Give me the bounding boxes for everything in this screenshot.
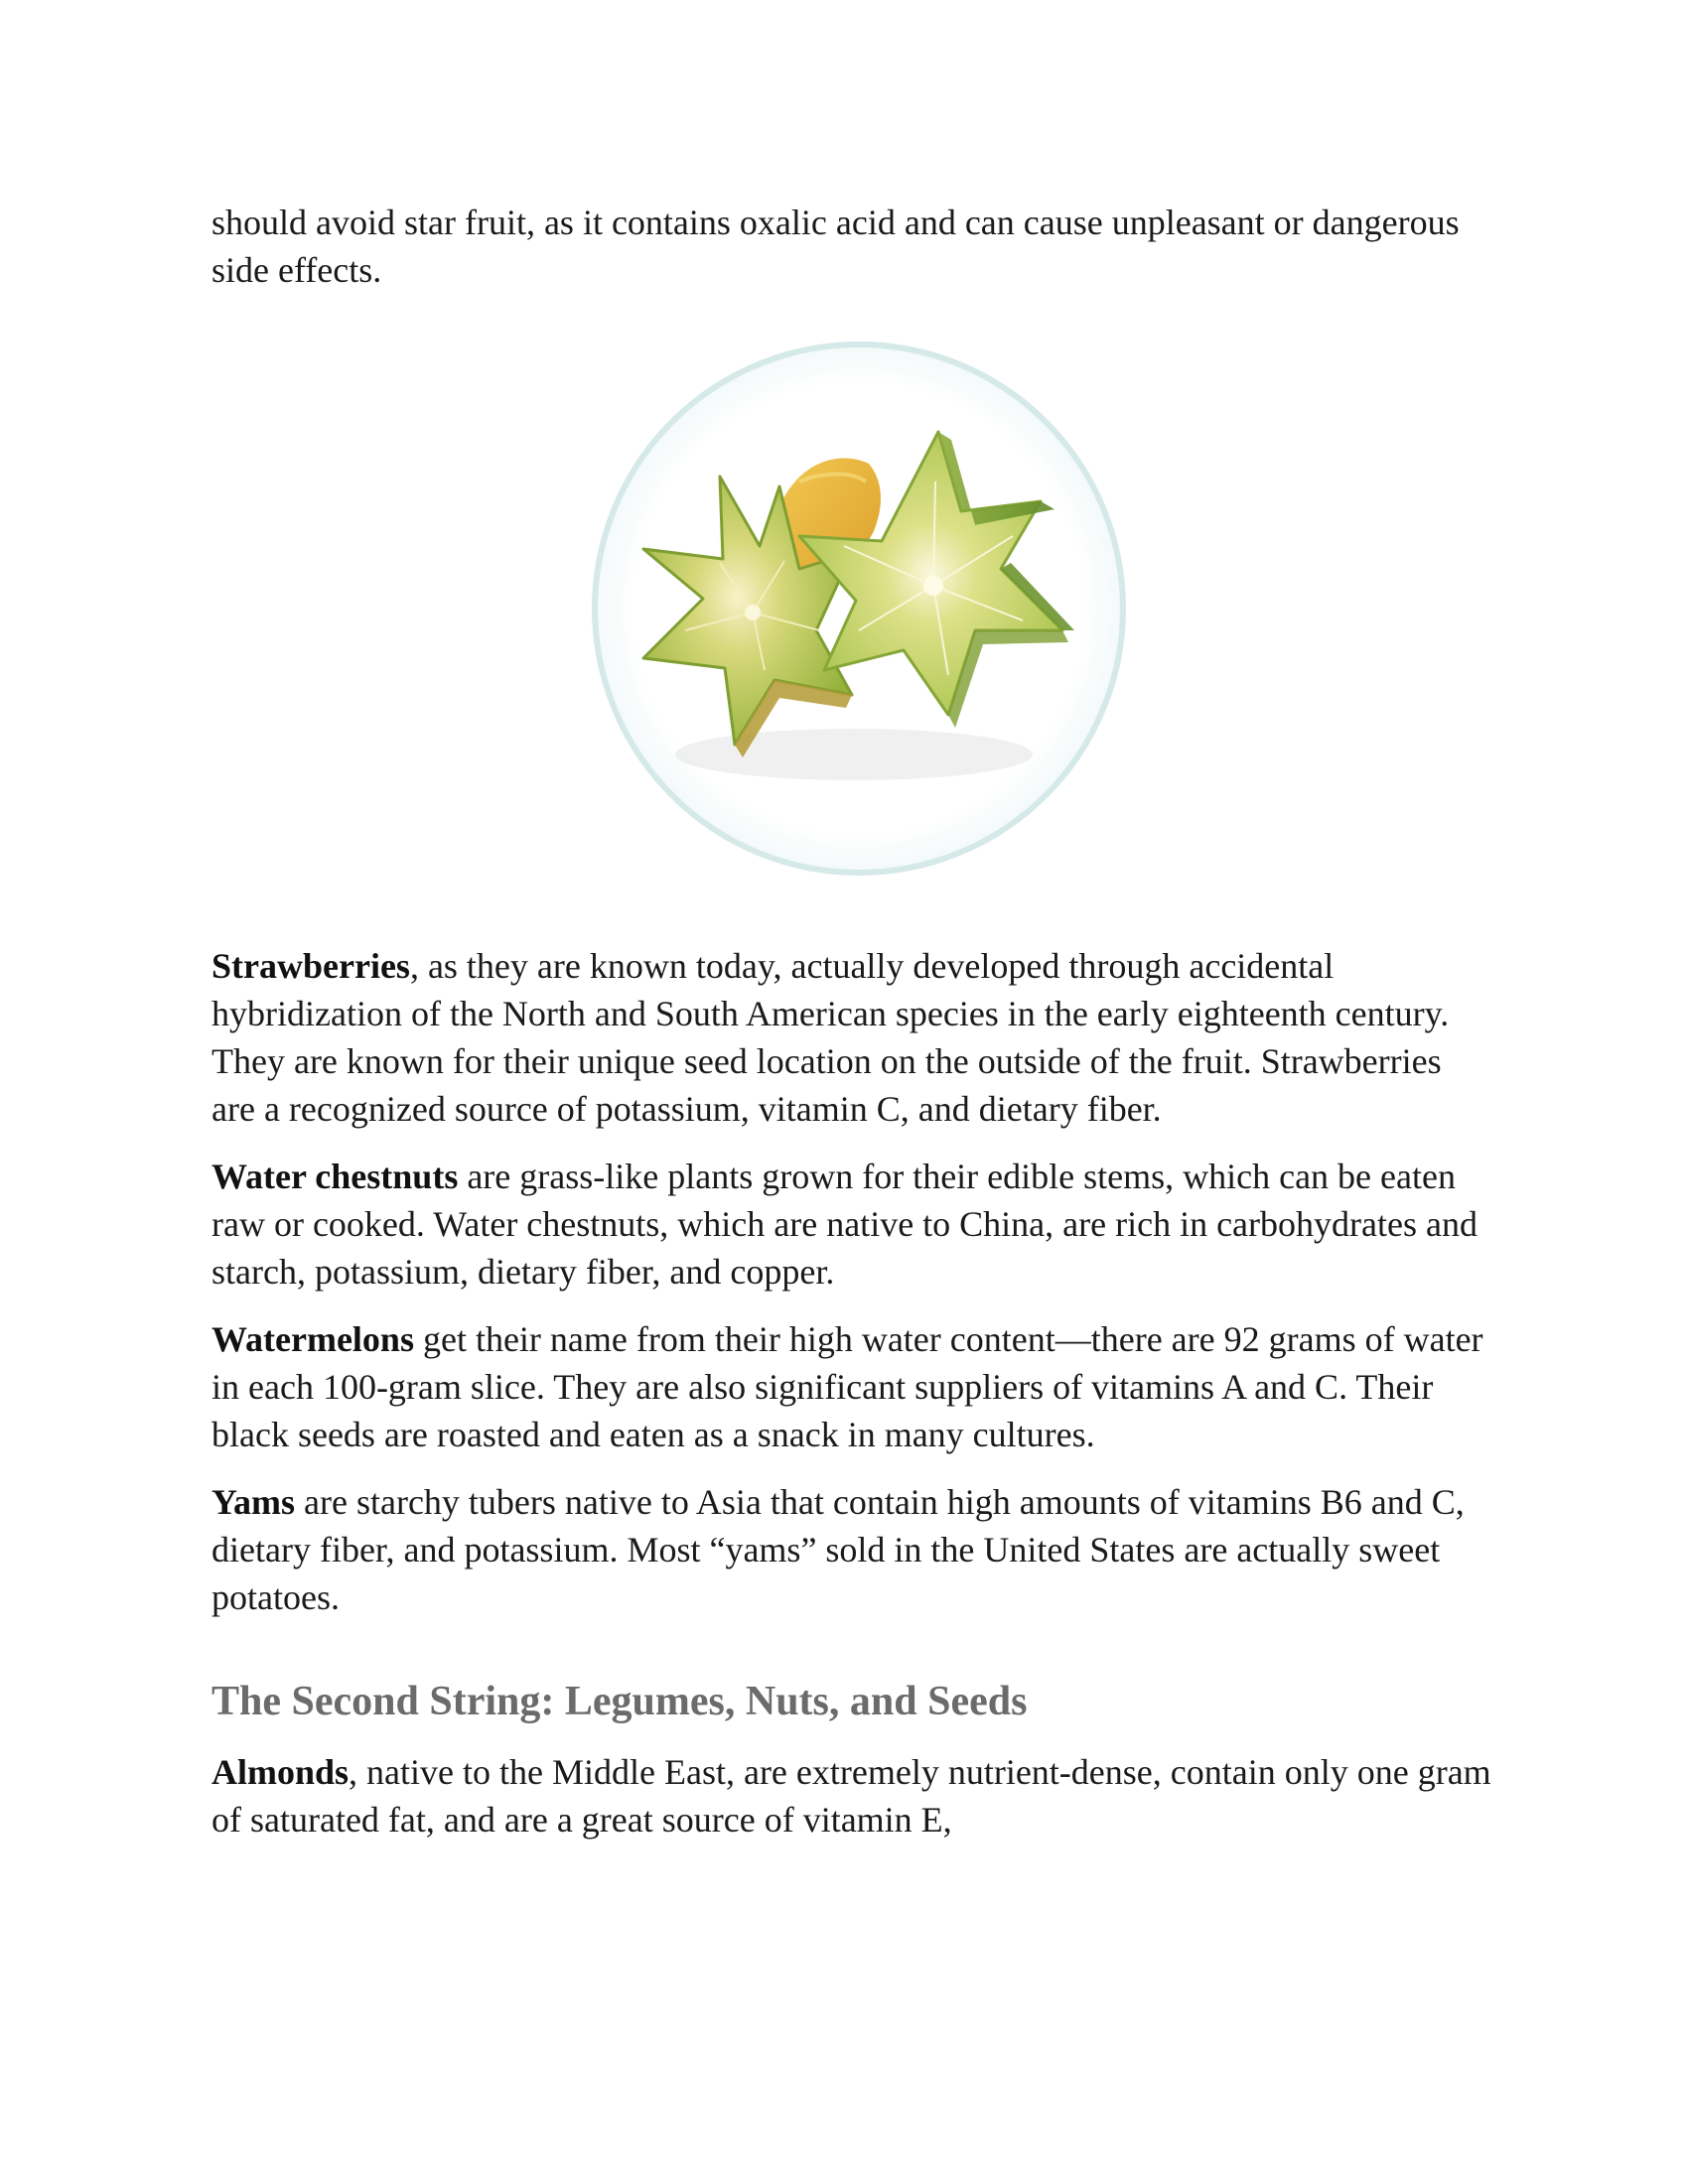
entry-strawberries — [211, 942, 1492, 1133]
intro-paragraph: should avoid star fruit, as it contains oxalic acid and can cause unpleasant or dangerous side effects. — [211, 203, 1460, 290]
entry-term: Yams — [211, 1482, 296, 1522]
entry-text: , native to the Middle East, are extremely nutrient-dense, contain only one gram of saturated fat, and are a great source of vitamin E, — [211, 1752, 1491, 1840]
entry-text: , as they are known today, actually developed through accidental hybridization of the North and South American species in the early eighteenth century. They are known for their unique seed location on the outside of the fruit. Strawberries are a recognized source of potassium, vitamin C, and dietary fiber. — [211, 946, 1450, 1129]
entries-section — [211, 942, 1492, 1863]
entry-term: Strawberries — [211, 946, 410, 986]
entry-yams — [211, 1478, 1492, 1621]
entry-water-chestnuts — [211, 1153, 1492, 1296]
entry-text: get their name from their high water content—there are 92 grams of water in each 100-gram slice. They are also significant suppliers of vitamins A and C. Their black seeds are roasted and eaten as a snack in many cultures. — [211, 1319, 1483, 1454]
section-heading: The Second String: Legumes, Nuts, and Seeds — [211, 1679, 1028, 1724]
entry-text: are starchy tubers native to Asia that contain high amounts of vitamins B6 and C, dietary fiber, and potassium. Most “yams” sold in the United States are actually sweet potatoes. — [211, 1482, 1465, 1617]
entry-term: Water chestnuts — [211, 1157, 459, 1196]
entry-term: Watermelons — [211, 1319, 414, 1359]
page-body — [211, 199, 1492, 294]
star-fruit-illustration — [586, 333, 1132, 885]
entry-almonds — [211, 1748, 1492, 1843]
star-fruit-figure — [586, 333, 1132, 885]
entry-text: are grass-like plants grown for their edible stems, which can be eaten raw or cooked. Water chestnuts, which are native to China, are rich in carbohydrates and starch, potassium, dietary fiber, and copper. — [211, 1157, 1477, 1292]
entry-term: Almonds — [211, 1752, 350, 1792]
entry-watermelons — [211, 1315, 1492, 1458]
